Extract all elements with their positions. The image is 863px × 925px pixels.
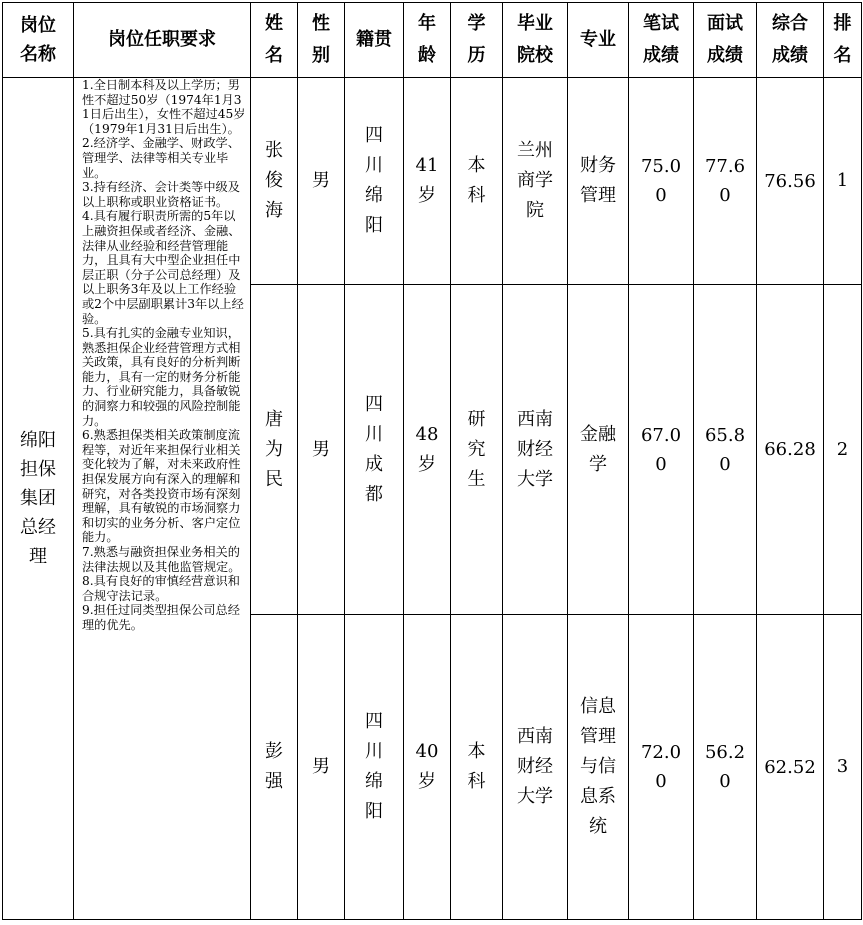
header-major: 专业 [568,3,629,78]
recruitment-results-table [2,2,862,920]
header-gender: 性别 [298,3,345,78]
header-name: 姓名 [251,3,298,78]
header-composite-score: 综合成绩 [757,3,824,78]
candidate-interview-score: 65.80 [694,285,757,615]
requirements-body: 1.全日制本科及以上学历；男性不超过50岁（1974年1月31日后出生），女性不超过45岁（1979年1月31日后出生）。 2.经济学、金融学、财政学、管理学、法律等相关专业毕业。 3.持有经济、会计类等中级及以上职称或职业资格证书。 4.具有履行职责所需的5年以上融资担保或者经济、金融、法律从业经验和经营管理能力，且具有大中型企业担任中层正职（分子公司总经理）及以上职务3年及以上工作经验或2个中层副职累计3年以上经验。 5.具有扎实的金融专业知识，熟悉担保企业经营管理方式相关政策，具有良好的分析判断能力，具有一定的财务分析能力、行业研究能力，具备敏锐的洞察力和较强的风险控制能力。 6.熟悉担保类相关政策制度流程等，对近年来担保行业相关变化较为了解，对未来政府性担保发展方向有深入的理解和研究，对各类投资市场有深刻理解，具有敏锐的市场洞察力和切实的业务分析、客户定位能力。 7.熟悉与融资担保业务相关的法律法规以及其他监管规定。 8.具有良好的审慎经营意识和合规守法记录。 9.担任过同类型担保公司总经理的优先。 [82,78,246,632]
candidate-name: 张俊海 [251,78,298,285]
candidate-gender: 男 [298,78,345,285]
header-row [3,3,862,78]
header-requirements: 岗位任职要求 [74,3,251,78]
candidate-age: 40岁 [404,615,451,920]
table-row [3,78,862,285]
candidate-education: 研究生 [451,285,503,615]
header-interview-score: 面试成绩 [694,3,757,78]
header-origin: 籍贯 [345,3,404,78]
header-written-score: 笔试成绩 [629,3,694,78]
candidate-major: 财务管理 [568,78,629,285]
candidate-rank: 2 [824,285,862,615]
candidate-school: 西南财经大学 [503,285,568,615]
candidate-interview-score: 56.20 [694,615,757,920]
header-school: 毕业院校 [503,3,568,78]
candidate-origin: 四川绵阳 [345,615,404,920]
header-position: 岗位名称 [3,3,74,78]
candidate-school: 西南财经大学 [503,615,568,920]
candidate-origin: 四川绵阳 [345,78,404,285]
candidate-composite-score: 76.56 [757,78,824,285]
candidate-written-score: 75.00 [629,78,694,285]
header-rank: 排名 [824,3,862,78]
requirements-text [74,78,251,920]
candidate-written-score: 72.00 [629,615,694,920]
candidate-composite-score: 62.52 [757,615,824,920]
candidate-school: 兰州商学院 [503,78,568,285]
candidate-name: 彭强 [251,615,298,920]
candidate-major: 金融学 [568,285,629,615]
candidate-gender: 男 [298,615,345,920]
candidate-education: 本科 [451,615,503,920]
candidate-age: 48岁 [404,285,451,615]
header-education: 学历 [451,3,503,78]
header-age: 年龄 [404,3,451,78]
candidate-rank: 3 [824,615,862,920]
candidate-gender: 男 [298,285,345,615]
candidate-composite-score: 66.28 [757,285,824,615]
candidate-name: 唐为民 [251,285,298,615]
candidate-education: 本科 [451,78,503,285]
candidate-age: 41岁 [404,78,451,285]
candidate-written-score: 67.00 [629,285,694,615]
candidate-rank: 1 [824,78,862,285]
candidate-interview-score: 77.60 [694,78,757,285]
candidate-origin: 四川成都 [345,285,404,615]
position-name: 绵阳担保集团总经理 [3,78,74,920]
candidate-major: 信息管理与信息系统 [568,615,629,920]
